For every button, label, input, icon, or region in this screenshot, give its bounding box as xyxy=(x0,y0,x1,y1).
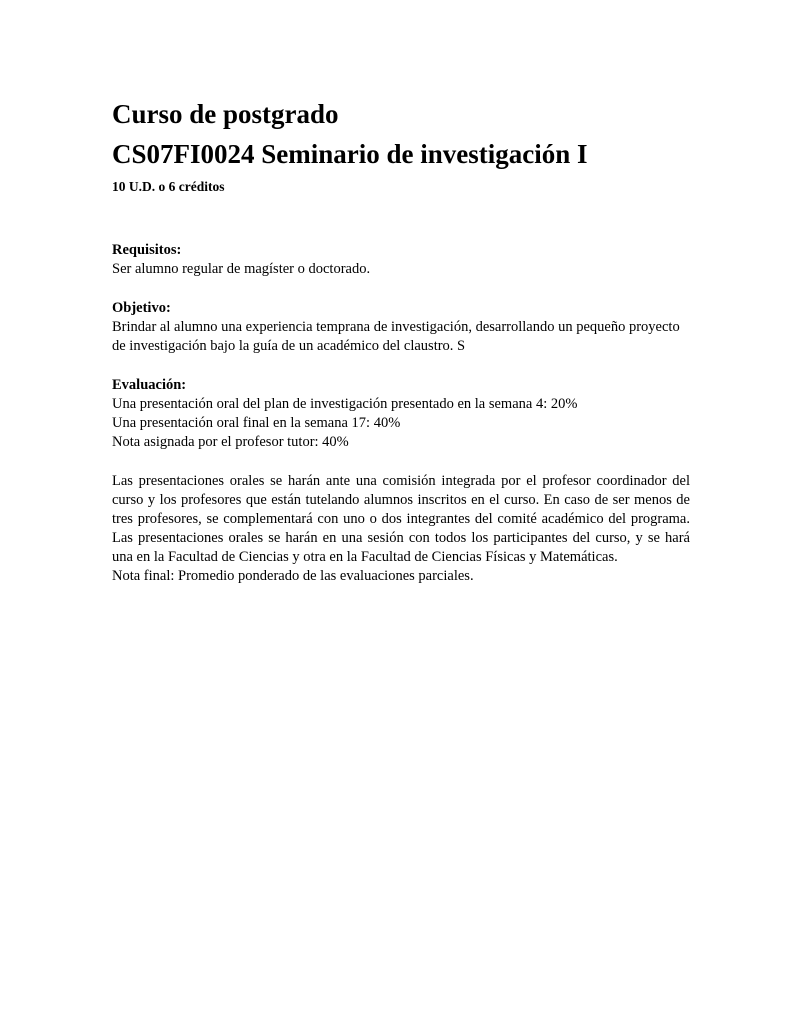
requisitos-heading: Requisitos: xyxy=(112,242,182,259)
evaluacion-item-3: Nota asignada por el profesor tutor: 40% xyxy=(112,434,349,451)
evaluacion-heading: Evaluación: xyxy=(112,377,187,394)
credits-subtitle: 10 U.D. o 6 créditos xyxy=(112,178,225,194)
objetivo-text: Brindar al alumno una experiencia temprana de investigación, desarrollando un pequeño proyecto de investigación bajo la guía de un académico del claustro. S xyxy=(112,319,680,355)
section-requisitos xyxy=(112,241,690,279)
presentation-details-paragraph: Las presentaciones orales se harán ante una comisión integrada por el profesor coordinador del curso y los profesores que están tutelando alumnos inscritos en el curso. En caso de ser menos de tres profesores, se complementará con uno o dos integrantes del comité académico del programa. Las presentaciones orales se harán en una sesión con todos los participantes del curso, y se hará una en la Facultad de Ciencias y otra en la Facultad de Ciencias Físicas y Matemáticas. xyxy=(112,473,690,566)
evaluacion-item-2: Una presentación oral final en la semana 17: 40% xyxy=(112,415,401,432)
course-code-title: CS07FI0024 Seminario de investigación I xyxy=(112,138,588,169)
document-body xyxy=(112,241,690,586)
section-objetivo xyxy=(112,299,690,356)
evaluacion-item-1: Una presentación oral del plan de investigación presentado en la semana 4: 20% xyxy=(112,396,578,413)
course-type-title: Curso de postgrado xyxy=(112,99,339,129)
section-evaluacion xyxy=(112,376,690,452)
requisitos-text: Ser alumno regular de magíster o doctorado. xyxy=(112,261,371,278)
final-note: Nota final: Promedio ponderado de las evaluaciones parciales. xyxy=(112,568,474,585)
objetivo-heading: Objetivo: xyxy=(112,300,171,317)
